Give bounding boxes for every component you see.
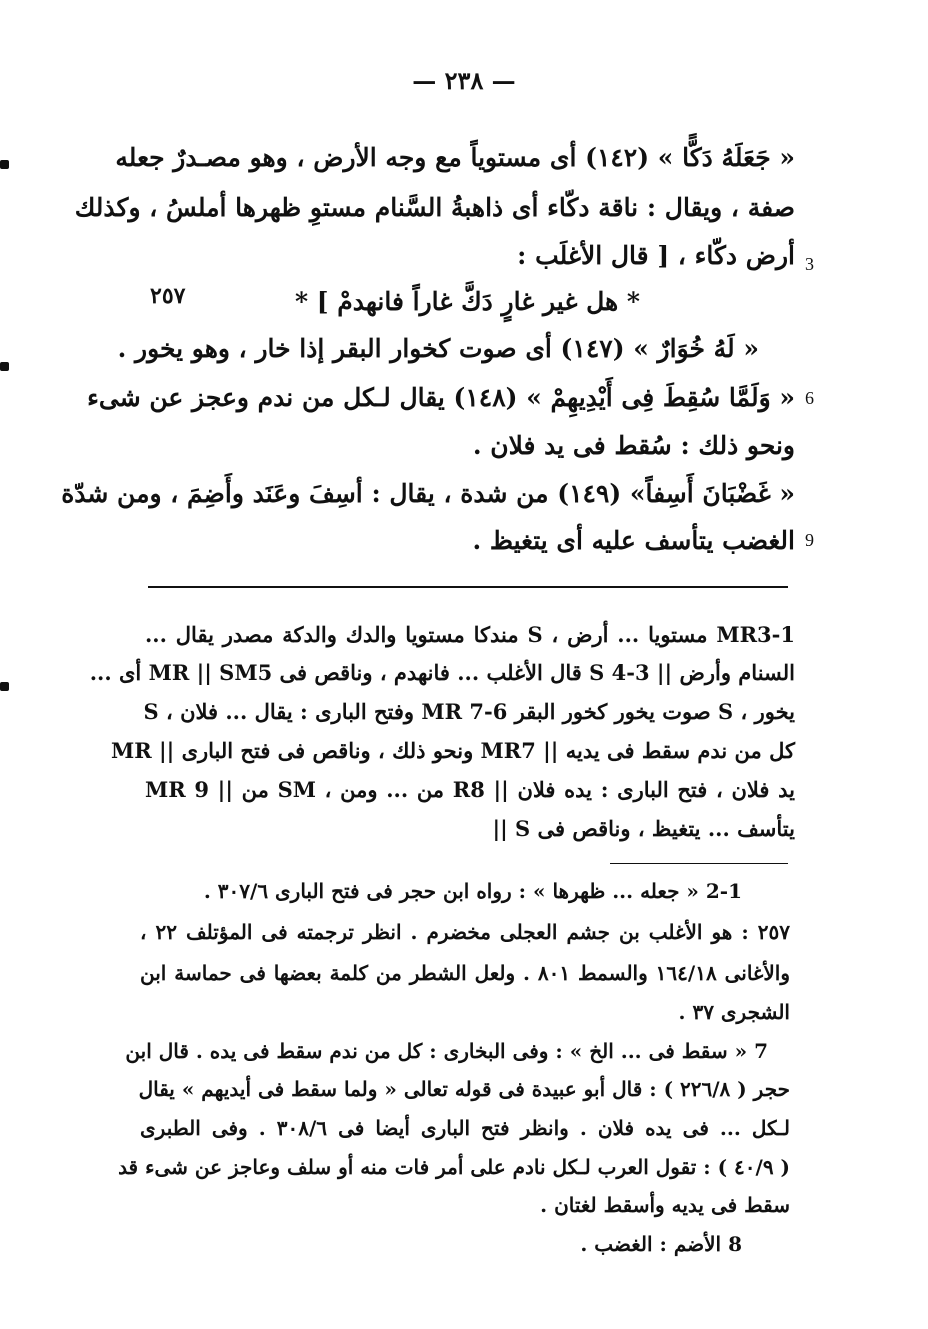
- margin-mark: [0, 160, 9, 169]
- line-number: 9: [805, 530, 814, 550]
- footnote-line: ( ٤٠/٩ ) : تقول العرب لـكل نادم على أمر فات منه أو سلف وعاجز عن شىء قد: [118, 1155, 790, 1179]
- line-number: 3: [805, 254, 814, 274]
- apparatus-line: يتأسف ... يتغيظ ، وناقص فى S ||: [492, 816, 795, 841]
- text-line: أرض دكّاء ، [ قال الأغلَب :: [517, 241, 795, 270]
- footnote-line: 8 الأضم : الغضب .: [580, 1232, 742, 1256]
- margin-mark: [0, 682, 9, 691]
- apparatus-line: MR3-1 مستويا ... أرض ، S مندكا مستويا والدك والدكة مصدر يقال ...: [145, 622, 795, 647]
- page-number: — ٢٣٨ —: [412, 66, 516, 95]
- footnote-line: 7 « سقط فى ... الخ » : وفى البخارى : كل من ندم سقط فى يده . قال ابن: [125, 1039, 768, 1063]
- footnote-line: 2-1 « جعله ... ظهرها » : رواه ابن حجر فى فتح البارى ٣٠٧/٦ .: [203, 879, 742, 903]
- text-line: « جَعَلَهُ دَكًّا » (١٤٢) أى مستوياً مع وجه الأرض ، وهو مصـدرٌ جعله: [115, 143, 795, 172]
- text-line: صفة ، ويقال : ناقة دكّاء أى ذاهبةُ السَّنام مستوِ ظهرها أملسُ ، وكذلك: [74, 193, 795, 222]
- text-line: الغضب يتأسف عليه أى يتغيظ .: [472, 526, 795, 555]
- apparatus-line: كل من ندم سقط فى يديه || MR7 ونحو ذلك ، وناقص فى فتح البارى || MR: [110, 738, 795, 763]
- apparatus-line: يخور ، S صوت يخور كخور البقر MR 7-6 وفتح البارى : يقال ... فلان ، S: [143, 699, 795, 724]
- footnote-line: حجر ( ٢٢٦/٨ ) : قال أبو عبيدة فى قوله تعالى « ولما سقط فى أيديهم » يقال: [138, 1077, 790, 1101]
- apparatus-line: السنام وأرض || S 4-3 قال الأغلب ... فانهدم ، وناقص فى MR || SM5 أى ...: [89, 660, 795, 685]
- footnote-line: سقط فى يديه وأسقط لغتان .: [540, 1193, 790, 1217]
- text-line: « غَضْبَانَ أَسِفاً» (١٤٩) من شدة ، يقال : أسِفَ وعَنَد وأَضِمَ ، ومن شدّة: [61, 479, 795, 508]
- footnote-line: ٢٥٧ : هو الأغلب بن جشم العجلى مخضرم . انظر ترجمته فى المؤتلف ٢٢ ،: [140, 920, 791, 944]
- footnote-line: الشجرى ٣٧ .: [678, 1000, 790, 1024]
- verse-line: * هل غير غارٍ دَكَّ غاراً فانهدمْ ] *: [295, 287, 640, 316]
- text-line: « لَهُ خُوَارٌ » (١٤٧) أى صوت كخوار البقر إذا خار ، وهو يخور .: [117, 334, 759, 363]
- footnote-line: لـكل ... فى يده فلان . وانظر فتح البارى أيضا فى ٣٠٨/٦ . وفى الطبرى: [140, 1116, 790, 1140]
- separator-rule: [148, 586, 788, 588]
- text-line: ونحو ذلك : سُقط فى يد فلان .: [472, 431, 795, 460]
- text-line: « وَلَمَّا سُقِطَ فِى أَيْدِيهِمْ » (١٤٨) يقال لـكل من ندم وعجز عن شىء: [87, 383, 795, 412]
- verse-number: ٢٥٧: [150, 283, 186, 309]
- margin-mark: [0, 362, 9, 371]
- notes-separator-rule: [610, 863, 788, 864]
- footnote-line: والأغانى ١٦٤/١٨ والسمط ٨٠١ . ولعل الشطر من كلمة بعضها فى حماسة ابن: [140, 961, 791, 985]
- apparatus-line: يد فلان ، فتح البارى : يده فلان || R8 من ... ومن ، SM من || MR 9: [145, 777, 795, 802]
- line-number: 6: [805, 388, 814, 408]
